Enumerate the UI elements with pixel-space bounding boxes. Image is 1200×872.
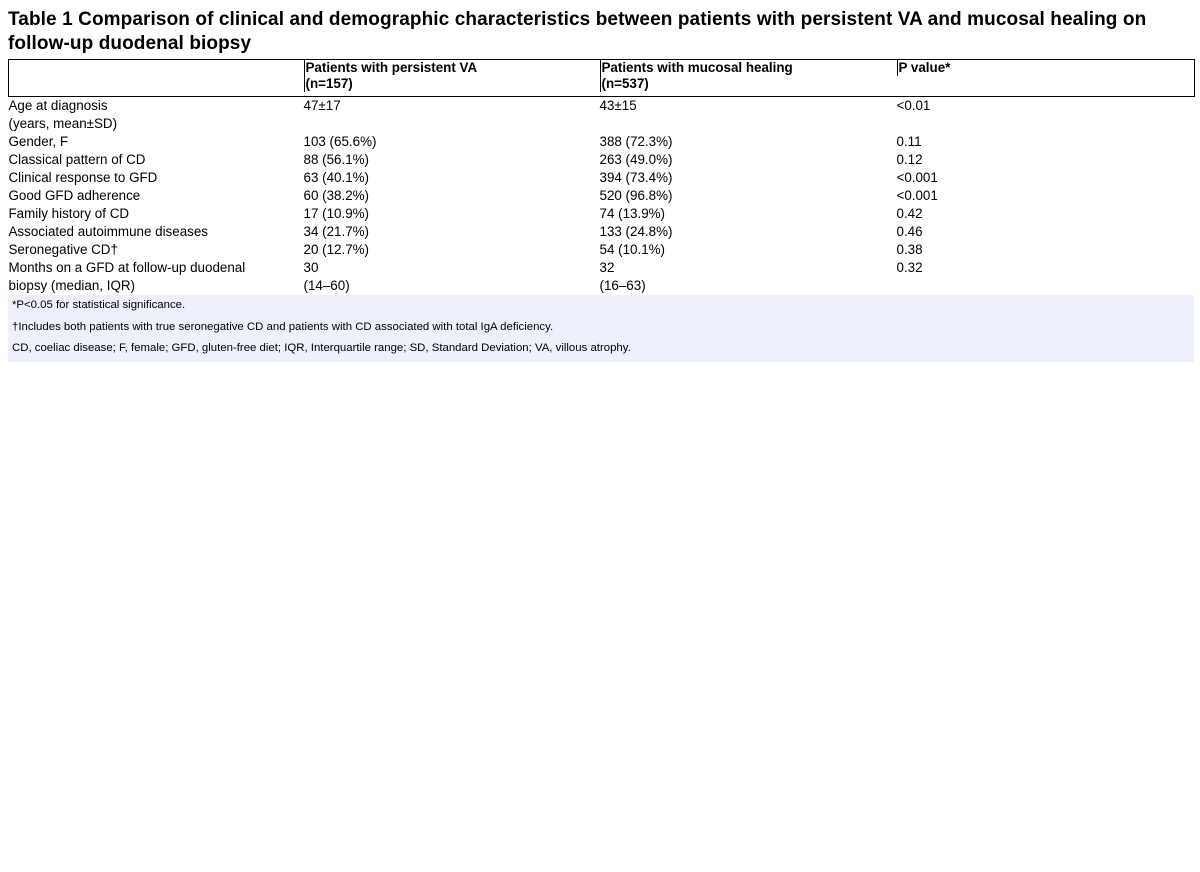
cell-p-value: 0.42	[896, 206, 923, 221]
cell-p-value: <0.001	[896, 170, 938, 185]
header-mucosal-healing	[600, 60, 897, 97]
table-row	[9, 169, 1195, 187]
cell-p-value: 0.32	[896, 260, 923, 275]
cell-p-value: 0.46	[896, 224, 923, 239]
header-mucosal-healing-line2: (n=537)	[601, 76, 649, 91]
header-persistent-va-line1: Patients with persistent VA	[305, 60, 478, 75]
cell-persistent-va: 17 (10.9%)	[303, 206, 370, 221]
cell-mucosal-healing: 43±15	[599, 98, 637, 113]
table-row	[9, 241, 1195, 259]
row-label: Seronegative CD†	[8, 242, 118, 257]
row-label: Months on a GFD at follow-up duodenal biopsy (median, IQR)	[8, 260, 246, 293]
footnote-significance: *P<0.05 for statistical significance.	[12, 299, 186, 311]
cell-persistent-va: 103 (65.6%)	[303, 134, 377, 149]
comparison-table	[8, 59, 1195, 295]
row-label: Gender, F	[8, 134, 69, 149]
cell-p-value: <0.001	[896, 188, 938, 203]
row-label: Classical pattern of CD	[8, 152, 146, 167]
header-p-value	[897, 60, 1195, 97]
table-title: Table 1 Comparison of clinical and demographic characteristics between patients with persistent VA and mucosal healing on follow-up duodenal biopsy	[8, 9, 1147, 54]
cell-p-value: 0.12	[896, 152, 923, 167]
row-label: Clinical response to GFD	[8, 170, 158, 185]
row-label: Family history of CD	[8, 206, 130, 221]
table-row	[9, 187, 1195, 205]
cell-persistent-va: 34 (21.7%)	[303, 224, 370, 239]
table-row	[9, 259, 1195, 295]
footnote-seronegative: †Includes both patients with true seronegative CD and patients with CD associated with total IgA deficiency.	[12, 320, 554, 333]
table-footnotes	[8, 295, 1194, 362]
cell-mucosal-healing: 54 (10.1%)	[599, 242, 666, 257]
cell-mucosal-healing: 133 (24.8%)	[599, 224, 673, 239]
cell-mucosal-healing: 520 (96.8%)	[599, 188, 673, 203]
cell-p-value: 0.38	[896, 242, 923, 257]
table-row	[9, 205, 1195, 223]
row-label: Good GFD adherence	[8, 188, 141, 203]
cell-persistent-va: 20 (12.7%)	[303, 242, 370, 257]
table-header-row	[9, 60, 1195, 97]
cell-mucosal-healing: 394 (73.4%)	[599, 170, 673, 185]
row-label: Age at diagnosis (years, mean±SD)	[8, 98, 118, 131]
row-label: Associated autoimmune diseases	[8, 224, 208, 239]
cell-mucosal-healing: 74 (13.9%)	[599, 206, 666, 221]
cell-p-value: <0.01	[896, 98, 931, 113]
cell-persistent-va: 30 (14–60)	[303, 260, 350, 293]
cell-persistent-va: 47±17	[303, 98, 341, 113]
cell-p-value: 0.11	[896, 134, 922, 149]
cell-mucosal-healing: 32 (16–63)	[599, 260, 646, 293]
header-p-value-line1: P value*	[898, 60, 951, 75]
cell-mucosal-healing: 388 (72.3%)	[599, 134, 673, 149]
table-row	[9, 223, 1195, 241]
footnote-abbreviations: CD, coeliac disease; F, female; GFD, gluten-free diet; IQR, Interquartile range; SD, Standard Deviation; VA, villous atrophy.	[12, 342, 631, 354]
cell-persistent-va: 63 (40.1%)	[303, 170, 370, 185]
cell-persistent-va: 60 (38.2%)	[303, 188, 370, 203]
header-persistent-va	[304, 60, 600, 97]
header-persistent-va-line2: (n=157)	[305, 76, 353, 91]
table-row	[9, 133, 1195, 151]
header-mucosal-healing-line1: Patients with mucosal healing	[601, 60, 793, 75]
header-characteristic	[9, 60, 304, 97]
table-row	[9, 97, 1195, 134]
table-row	[9, 151, 1195, 169]
cell-persistent-va: 88 (56.1%)	[303, 152, 370, 167]
cell-mucosal-healing: 263 (49.0%)	[599, 152, 673, 167]
document-page	[8, 8, 1194, 362]
